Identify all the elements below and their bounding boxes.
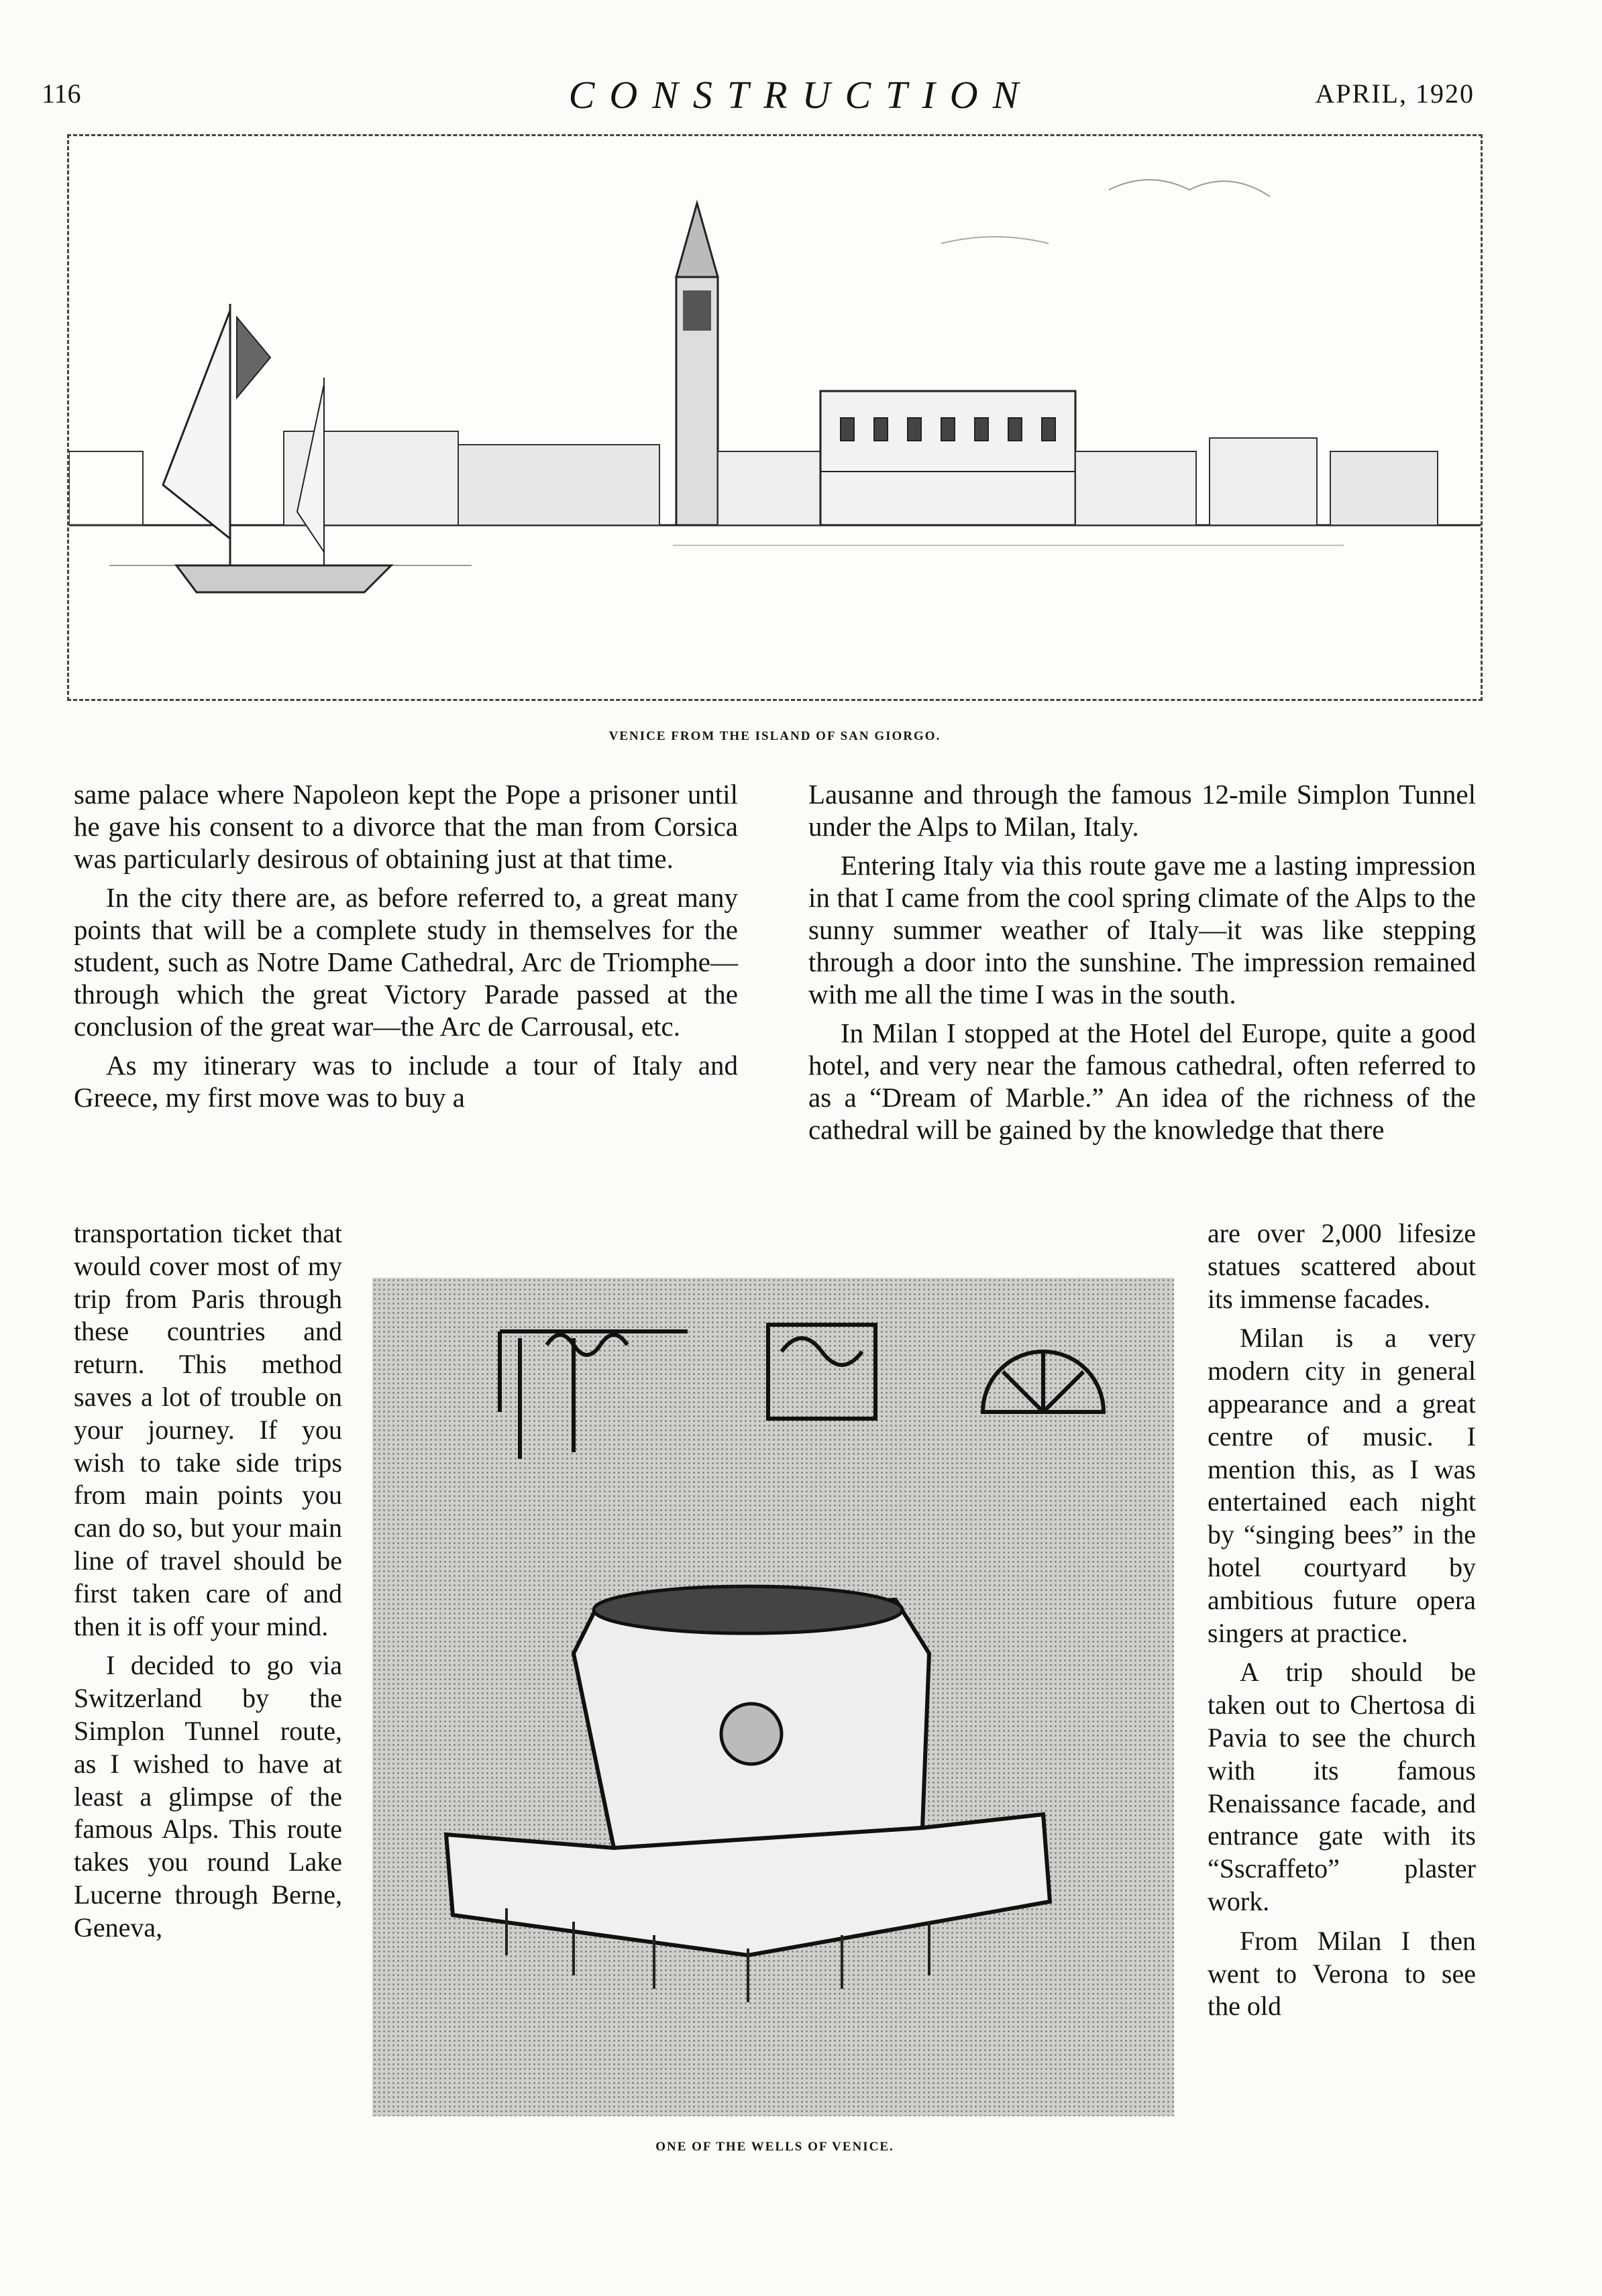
journal-title: CONSTRUCTION [568,73,1034,117]
left-column-top [74,778,738,1120]
paragraph: From Milan I then went to Verona to see the old [1208,1925,1476,2022]
paragraph: Entering Italy via this route gave me a lasting impression in that I came from the cool spring climate of the Alps to the sunny summer weather of Italy—it was like stepping through a door into the sunshine. The impression remained with me all the time I was in the south. [808,850,1476,1009]
page-header [0,72,1602,126]
paragraph: In the city there are, as before referred to, a great many points that will be a complete study in themselves for the student, such as Notre Dame Cathedral, Arc de Triomphe—through which the great Victory Parade passed at the conclusion of the great war—the Arc de Carrousal, etc. [74,882,738,1042]
paragraph: A trip should be taken out to Chertosa di Pavia to see the church with its famous Renaissance facade, and entrance gate with its “Sscraffeto” plaster work. [1208,1657,1476,1916]
right-column-top [808,778,1476,1152]
figure-caption-well: ONE OF THE WELLS OF VENICE. [655,2140,894,2154]
well-illustration [372,1278,1174,2116]
paragraph: As my itinerary was to include a tour of Italy and Greece, my first move was to buy a [74,1050,738,1113]
paragraph: I decided to go via Switzerland by the Simplon Tunnel route, as I wished to have at least a glimpse of the famous Alps. This route takes you round Lake Lucerne through Berne, Geneva, [74,1650,342,1943]
well-drawing [372,1278,1174,2116]
paragraph: are over 2,000 lifesize statues scattered about its immense facades. [1208,1218,1476,1314]
paragraph: Lausanne and through the famous 12-mile Simplon Tunnel under the Alps to Milan, Italy. [808,779,1476,842]
right-column-narrow [1208,1217,1476,2030]
venice-skyline-drawing [69,136,1481,699]
venice-illustration [67,134,1483,701]
paragraph: same palace where Napoleon kept the Pope a prisoner until he gave his consent to a divorce that the man from Corsica was particularly desirous of obtaining just at that time. [74,779,738,874]
paragraph: In Milan I stopped at the Hotel del Europe, quite a good hotel, and very near the famous cathedral, often referred to as a “Dream of Marble.” An idea of the richness of the cathedral will be gained by the knowledge that there [808,1018,1476,1145]
issue-date: APRIL, 1920 [1315,78,1475,109]
paragraph: Milan is a very modern city in general appearance and a great centre of music. I mention this, as I was entertained each night by “singing bees” in the hotel courtyard by ambitious future opera singers at practice. [1208,1323,1476,1648]
page-number: 116 [42,78,81,109]
paragraph: transportation ticket that would cover most of my trip from Paris through these countries and return. This method saves a lot of trouble on your journey. If you wish to take side trips from main points you can do so, but your main line of travel should be first taken care of and then it is off your mind. [74,1218,342,1641]
figure-caption-venice: VENICE FROM THE ISLAND OF SAN GIORGO. [608,729,941,743]
left-column-narrow [74,1217,342,1951]
